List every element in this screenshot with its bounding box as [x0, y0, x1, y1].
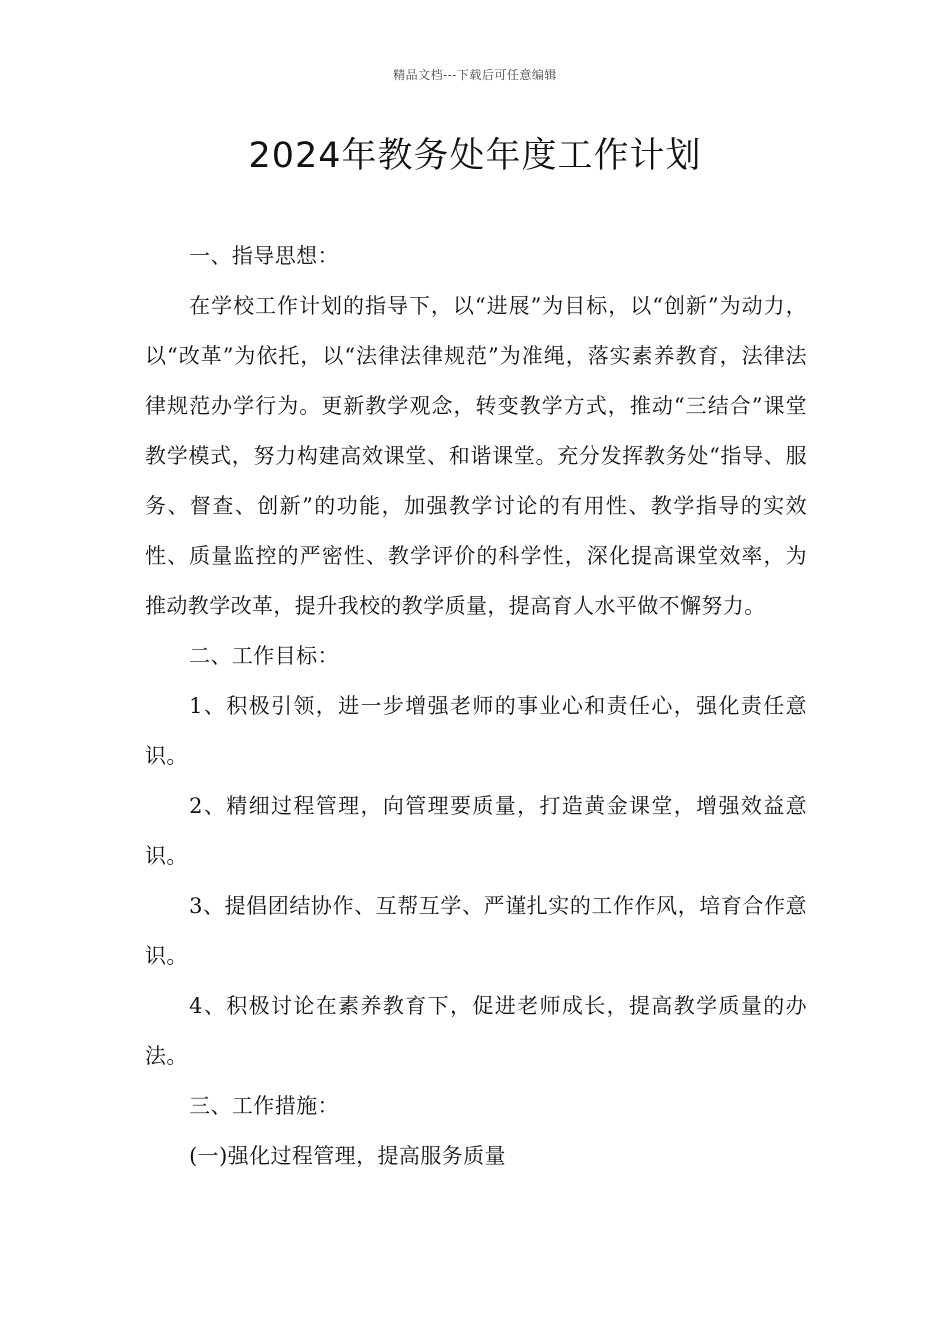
paragraph-guiding-thought: 在学校工作计划的指导下，以“进展”为目标，以“创新”为动力，以“改革”为依托，以“法律法律规范”为准绳，落实素养教育，法律法律规范办学行为。更新教学观念，转变教学方式，推动“三结合”课堂教学模式，努力构建高效课堂、和谐课堂。充分发挥教务处“指导、服务、督查、创新”的功能，加强教学讨论的有用性、教学指导的实效性、质量监控的严密性、教学评价的科学性，深化提高课堂效率，为推动教学改革，提升我校的教学质量，提高育人水平做不懈努力。 [145, 294, 807, 618]
header-watermark: 精品文档---下载后可任意编辑 [393, 68, 557, 82]
document-body [145, 231, 807, 1181]
goal-item-1: 1、积极引领，进一步增强老师的事业心和责任心，强化责任意识。 [145, 694, 807, 768]
section-heading-work-measures: 三、工作措施： [189, 1094, 339, 1118]
section-heading-work-goals: 二、工作目标： [189, 644, 339, 668]
section-heading-guiding-thought: 一、指导思想： [189, 244, 339, 268]
subsection-heading-process-management: (一)强化过程管理，提高服务质量 [189, 1144, 506, 1168]
goal-item-4: 4、积极讨论在素养教育下，促进老师成长，提高教学质量的办法。 [145, 994, 807, 1068]
goal-item-3: 3、提倡团结协作、互帮互学、严谨扎实的工作作风，培育合作意识。 [145, 894, 807, 968]
document-title: 2024年教务处年度工作计划 [248, 136, 702, 176]
goal-item-2: 2、精细过程管理，向管理要质量，打造黄金课堂，增强效益意识。 [145, 794, 807, 868]
